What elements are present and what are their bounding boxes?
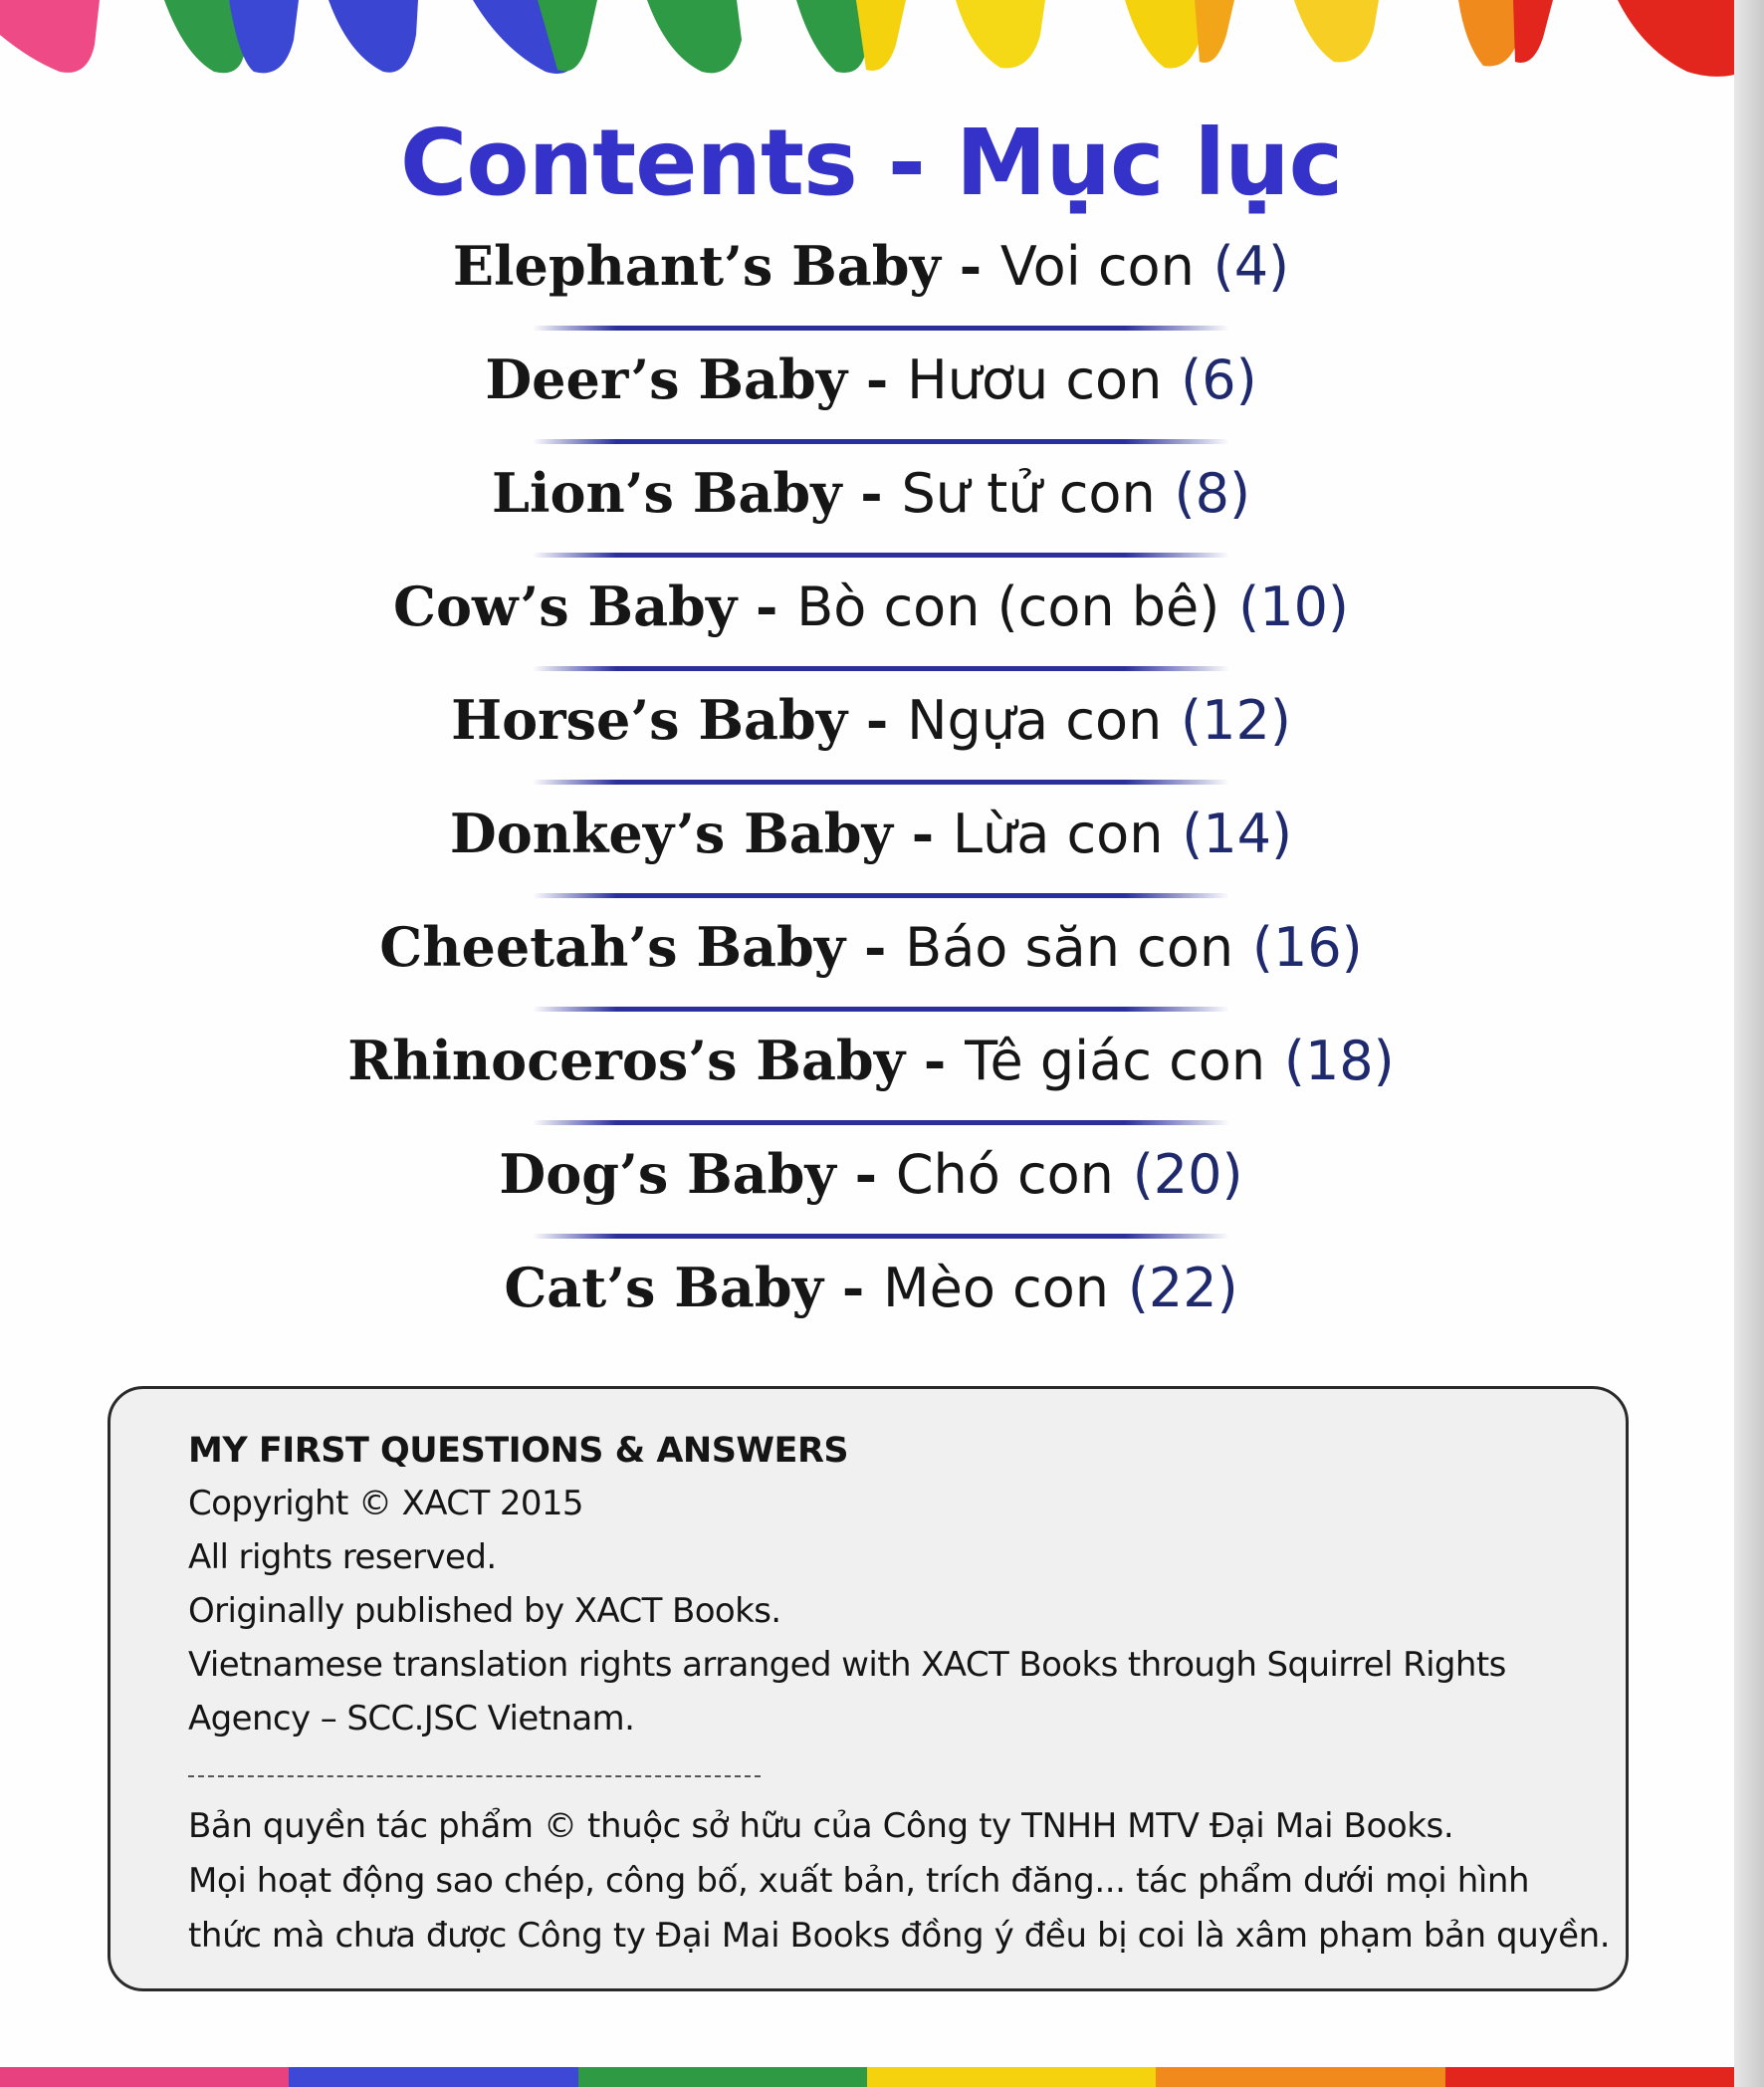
toc-separator: - [940,234,1000,298]
dashed-divider [188,1775,761,1777]
toc-separator: - [841,461,902,525]
toc-english-title: Donkey’s Baby [449,802,893,865]
toc-page-number: (20) [1132,1143,1243,1206]
toc-page-number: (4) [1213,235,1290,298]
copyright-line: Copyright © XACT 2015 [188,1484,583,1523]
publisher-line: Originally published by XACT Books. [188,1591,781,1631]
toc-entry [0,231,1764,345]
toc-underline [533,1120,1229,1125]
stripe-segment [1156,2067,1444,2087]
toc-separator: - [823,1256,884,1319]
toc-separator: - [847,348,908,411]
toc-entry-text [450,799,1292,869]
page-title: Contents - Mục lục [399,110,1343,216]
toc-entry-text [393,572,1349,642]
toc-separator: - [845,915,906,979]
stripe-segment [0,2067,289,2087]
toc-entry [0,799,1764,912]
toc-entry [0,1026,1764,1139]
vietnamese-copyright-line: thức mà chưa được Công ty Đại Mai Books đồng ý đều bị coi là xâm phạm bản quyền. [188,1916,1611,1956]
toc-english-title: Elephant’s Baby [452,234,941,298]
toc-entry-text [492,458,1250,529]
toc-entry [0,458,1764,572]
toc-underline [533,553,1229,558]
toc-entry [0,345,1764,458]
toc-page-number: (16) [1251,916,1363,979]
rights-line: All rights reserved. [188,1537,497,1577]
toc-underline [533,326,1229,331]
toc-vietnamese-title: Hươu con [907,348,1163,411]
toc-entry-text [379,912,1363,983]
toc-vietnamese-title: Sư tử con [901,462,1156,525]
toc-underline [533,439,1229,444]
toc-vietnamese-title: Mèo con [883,1257,1109,1319]
toc-entry-text [485,345,1256,415]
translation-rights-line: Vietnamese translation rights arranged with XACT Books through Squirrel Rights [188,1645,1506,1685]
page-edge-shadow [1734,0,1764,2087]
toc-underline [533,1234,1229,1239]
toc-separator: - [847,688,908,752]
book-series-title: MY FIRST QUESTIONS & ANSWERS [188,1431,849,1471]
toc-page-number: (22) [1127,1257,1238,1319]
toc-entry [0,912,1764,1026]
toc-vietnamese-title: Bò con (con bê) [796,576,1220,638]
toc-vietnamese-title: Chó con [895,1143,1114,1206]
toc-vietnamese-title: Báo săn con [905,916,1234,979]
toc-separator: - [737,575,797,638]
bottom-color-stripe [0,2067,1734,2087]
toc-vietnamese-title: Lừa con [952,803,1164,865]
toc-page-number: (14) [1182,803,1293,865]
toc-entry [0,1139,1764,1253]
toc-vietnamese-title: Tê giác con [965,1030,1266,1092]
agency-line: Agency – SCC.JSC Vietnam. [188,1699,635,1739]
toc-english-title: Deer’s Baby [485,348,848,411]
vietnamese-copyright-line: Bản quyền tác phẩm © thuộc sở hữu của Công ty TNHH MTV Đại Mai Books. [188,1806,1454,1846]
toc-vietnamese-title: Ngựa con [907,689,1163,752]
toc-separator: - [905,1029,966,1092]
stripe-segment [289,2067,577,2087]
toc-underline [533,666,1229,671]
bunting-decoration [0,0,1734,90]
toc-entry [0,1253,1764,1366]
toc-english-title: Cow’s Baby [392,575,738,638]
toc-english-title: Horse’s Baby [451,688,848,752]
toc-entry [0,572,1764,685]
toc-entry-text [453,231,1289,302]
toc-page-number: (18) [1283,1030,1395,1092]
toc-vietnamese-title: Voi con [999,235,1195,298]
toc-english-title: Dog’s Baby [499,1142,836,1206]
toc-english-title: Cheetah’s Baby [379,915,846,979]
toc-page-number: (10) [1238,576,1350,638]
table-of-contents [0,231,1764,1366]
toc-english-title: Cat’s Baby [504,1256,824,1319]
vietnamese-copyright-line: Mọi hoạt động sao chép, công bố, xuất bản, trích đăng... tác phẩm dưới mọi hình [188,1861,1530,1901]
toc-underline [533,893,1229,898]
toc-entry [0,685,1764,799]
toc-separator: - [835,1142,896,1206]
stripe-segment [867,2067,1156,2087]
toc-page-number: (8) [1174,462,1251,525]
toc-separator: - [892,802,953,865]
toc-entry-text [499,1139,1242,1210]
toc-entry-text [347,1026,1394,1096]
toc-english-title: Rhinoceros’s Baby [347,1029,906,1092]
toc-entry-text [504,1253,1237,1323]
toc-underline [533,1007,1229,1012]
toc-underline [533,780,1229,785]
toc-page-number: (6) [1181,348,1257,411]
stripe-segment [578,2067,867,2087]
stripe-segment [1445,2067,1734,2087]
copyright-box [108,1386,1629,1991]
toc-entry-text [451,685,1291,756]
toc-page-number: (12) [1181,689,1291,752]
toc-english-title: Lion’s Baby [491,461,842,525]
